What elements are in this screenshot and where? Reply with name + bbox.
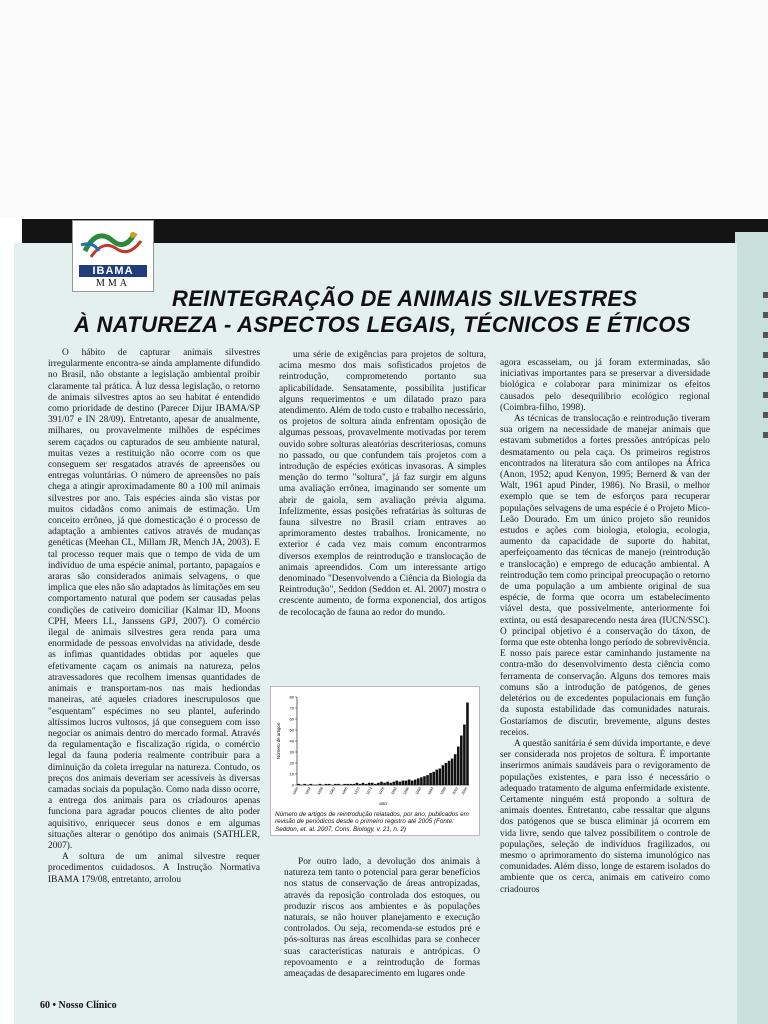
bar [405,781,408,785]
bar [337,784,340,785]
x-tick-label: 1966 [341,786,349,796]
bar [380,782,383,785]
bar [371,783,374,785]
bar [448,761,451,785]
bar [334,784,337,785]
text-column-3 [500,358,710,1002]
bar [319,784,322,785]
x-tick-label: 1954 [304,786,312,796]
bar [343,784,346,785]
bar [365,784,368,785]
x-tick-label: 1962 [328,786,337,796]
bar [466,703,469,786]
y-axis-label: Número de artigos [276,722,281,760]
y-tick-label: 0 [291,782,294,788]
y-tick-label: 20 [289,760,294,766]
text-column-1 [48,348,260,1000]
bar [432,772,435,785]
y-tick-label: 60 [289,716,294,722]
paragraph: Por outro lado, a devolução dos animais à natureza tem tanto o potencial para gerar benefícios nos status de conservação de áreas antropizadas, através da reposição controlada dos estoques, ou produzir riscos aos ambientes e às populações naturais, se não houver planejamento e execução controlados. Ou seja, recomenda-se estudos pré e pós-solturas nas áreas escolhidas para se conhecer suas características naturais e antrópicas. O repovoamento e a reintrodução de formas ameaçadas de desaparecimento em lugares onde [284,857,480,980]
page-footer: 60 • Nosso Clínico [40,1000,117,1011]
bar [396,781,399,785]
bar [353,784,356,785]
bar [297,784,300,785]
bar [417,778,420,785]
x-tick-label: 2002 [451,786,460,796]
paragraph: agora escasseiam, ou já foram exterminadas, são iniciativas importantes para se preservar a diversidade biológica e colaborar para minimizar os efeitos causados pelo desequilíbrio ecológico regional (Coimbra-filho, 1998). [500,358,710,413]
paragraph: A soltura de um animal silvestre requer procedimentos cuidadosos. A Instrução Normativa IBAMA 179/08, entretanto, arrolou [48,852,260,885]
bar [420,777,423,785]
bar [386,782,389,785]
x-tick-label: 1958 [316,786,324,796]
x-tick-label: 1974 [365,786,374,796]
bar [368,783,371,785]
x-tick-label: 1986 [402,786,410,796]
bar [399,782,402,785]
y-tick-label: 30 [289,749,294,755]
bar [310,784,313,785]
bar [457,747,460,786]
logo-acronym: IBAMA [79,265,147,277]
bar [374,784,377,785]
x-axis-label: ano [379,801,387,806]
figure-caption: Número de artigos de reintrodução relatados, por ano, publicados em revisão de periódicos desde o primeiro registro até 2005 (Fonte: Seddon, et. al. 2007, Cons. Biology, v. 21, n. 2) [275,811,469,833]
x-tick-label: 1950 [291,786,300,796]
bar [463,725,466,786]
bar [445,763,448,785]
bar [349,784,352,785]
article-title-line-2: À NATUREZA - ASPECTOS LEGAIS, TÉCNICOS E ÉTICOS [74,312,691,337]
bar [359,784,362,785]
bar [442,765,445,785]
bar [402,781,405,785]
bar-chart [271,687,479,811]
bar [423,776,426,785]
bar [325,784,328,785]
bar [414,780,417,786]
x-tick-label: 1990 [414,786,423,796]
bar [303,784,306,785]
bar [377,783,380,785]
facing-page [735,232,768,1024]
bar [408,780,411,786]
text-column-2 [279,350,486,619]
x-tick-label: 1982 [390,786,398,796]
y-tick-label: 50 [289,727,294,733]
paragraph: uma série de exigências para projetos de soltura, acima mesmo dos mais sofisticados projetos de reintrodução, comprometendo portanto sua aplicabilidade. Sensatamente, possibilita justificar alguns requerimentos e um dilatado prazo para atendimento. Além de todo custo e trabalho necessário, os projetos de soltura ainda enfrentam oposição de algumas pessoas, provavelmente motivadas por terem ouvido sobre solturas aleatórias descriteriosas, comuns no passado, ou que confundem tais projetos com a introdução de espécies exóticas invasoras. A simples menção do termo "soltura", já faz surgir em alguns uma avaliação errônea, imaginando ser somente um abrir de gaiola, sem avaliação prévia alguma. Infelizmente, essas posições refratárias às solturas de fauna silvestre no Brasil criam entraves ao aprimoramento destes trabalhos. Ironicamente, no exterior é cada vez mais comum encontrarmos diversos exemplos de reintrodução e translocação de animais apreendidos. Com um interessante artigo denominado "Desenvolvendo a Ciência da Biologia da Reintrodução", Seddon (Seddon et. Al. 2007) mostra o crescente aumento, de forma exponencial, dos artigos de recolocação de fauna ao redor do mundo. [279,350,486,618]
bar [346,784,349,785]
y-tick-label: 10 [289,771,294,777]
x-tick-label: 1998 [439,786,447,796]
bar [392,782,395,785]
text-column-2-continued [284,857,480,1017]
bar [454,754,457,785]
bar [328,784,331,785]
bar [439,769,442,786]
bar [389,783,392,785]
figure [270,686,480,836]
x-tick-label: 2005 [460,786,469,796]
paragraph: As técnicas de translocação e reintrodução tiveram sua origem na necessidade de manejar animais que estavam submetidos a fortes pressões antrópicas pelo desmatamento ou pela caça. Os primeiros registros encontrados na literatura são com antílopes na África (Anon, 1952; apud Kenyon, 1995; Bernerd & van der Walt, 1961 apud Pinder, 1986). No Brasil, o melhor exemplo que se tem de esforços para recuperar populações selvagens de uma espécie é o Projeto Mico-Leão Dourado. Em um único projeto são reunidos estudos e ações com biologia, etologia, ecologia, aumento da capacidade de suporte do habitat, aperfeiçoamento das técnicas de manejo (reintrodução e translocação) e emprego de educação ambiental. A reintrodução tem como principal preocupação o retorno de uma população a um ambiente original de sua espécie, de forma que ocorra um estabelecimento viável desta, que possivelmente, anteriormente foi extinta, ou está desaparecendo nesta área (IUCN/SSC). O principal objetivo é a conservação do táxon, de forma que este obtenha longo período de sobrevivência. E nosso país parece estar caminhando justamente na contra-mão do desenvolvimento desta ciência como ferramenta de conservação. Alguns dos temores mais comuns são a introdução de patógenos, de genes deletérios ou de excedentes populacionais em função da suposta estabilidade das comunidades naturais. Gostaríamos de discutir, brevemente, alguns destes receios. [500,414,710,738]
bar [451,759,454,785]
x-tick-label: 1970 [353,786,361,796]
y-tick-label: 40 [289,738,294,744]
bar [356,783,359,785]
ibama-logo [72,220,154,292]
scan-margin [0,0,768,218]
x-tick-label: 1994 [427,786,435,796]
paragraph: A questão sanitária é sem dúvida importante, e deve ser considerada nos projetos de soltura. É importante inserirmos animais saudáveis para o revigoramento de populações existentes, e para isso é necessário o adequado tratamento de alguma enfermidade existente. Certamente ninguém está propondo a soltura de animais doentes. Entretanto, cabe ressaltar que alguns dos patógenos que se busca eliminar já ocorrem em vida livre, sendo que talvez possibilitem o controle de populações, seleção de indivíduos fragilizados, ou mesmo o aprimoramento do sistema imunológico nas comunidades. Além disso, longe de estarem isolados do ambiente que os cerca, animais em cativeiro como criadouros [500,738,710,895]
bar [362,783,365,785]
y-tick-label: 70 [289,705,294,711]
bar [426,775,429,785]
bar [411,781,414,785]
x-tick-label: 1978 [377,786,386,796]
bar [383,783,386,785]
bar [460,736,463,786]
logo-ministry: MMA [95,278,130,289]
article-title-line-1: REINTEGRAÇÃO DE ANIMAIS SILVESTRES [172,286,638,311]
y-tick-label: 80 [289,694,294,700]
bar [435,770,438,785]
bar [429,773,432,785]
paragraph: O hábito de capturar animais silvestres irregularmente encontra-se ainda amplamente difundido no Brasil, não obstante a legislação ambiental proibir claramente tal prática. À luz dessa legislação, o retorno de animais silvestres aptos ao seu habitat é entendido como prioridade de destino (Parecer Dijur IBAMA/SP 391/07 e IN 28/09). Entretanto, apesar de anualmente, milhares, ou provavelmente milhões de espécimes serem caçados ou capturados de seu ambiente natural, muitas vezes a restituição não ocorre com os que conseguem ser resgatados através de apreensões ou entregas voluntárias. O número de apreensões no país chega a atingir aproximadamente 80 a 100 mil animais silvestres por ano. Tais espécies ainda são vistas por muitos cidadãos como animais de estimação. Um conceito errôneo, já que domesticação é o processo de adaptação a ambientes cativos através de mudanças genéticas (Meehan CL, Millam JR, Mench JA, 2003). E tal processo requer mais que o tempo de vida de um indivíduo de uma espécie animal, portanto, papagaios e araras são considerados animais selvagens, o que implica que eles não são adaptados às limitações em seu comportamento natural que podem ser causadas pelas condições de cativeiro domiciliar (Kalmar ID, Moons CPH, Meers LL, Janssens GPJ, 2007). O comércio ilegal de animais silvestres gera renda para uma enormidade de pessoas envolvidas na atividade, desde as ínfimas quantidades obtidas por aqueles que efetivamente caçam os animais na natureza, pelos atravessadores que recolhem imensas quantidades de animais e transportam-nos nas mais hediondas maneiras, até aqueles criadores inescrupulosos que "esquentam" espécimes no seu plantel, auferindo altíssimos lucros vultosos, já que conseguem com isso negociar os animais dentro do mercado formal. Através da regulamentação e fiscalização rígida, o comércio legal da fauna poderia realmente contribuir para a diminuição da coleta irregular na natureza. Contudo, os preços dos animais deveriam ser acessíveis às diversas camadas sociais da população. Como nada disso ocorre, a entrega dos animais para os criadouros apenas funciona para agradar poucos clientes de alto poder aquisitivo, enriquecer seus donos e em algumas situações alterar o genótipo dos animais (SATHLER, 2007). [48,348,260,851]
